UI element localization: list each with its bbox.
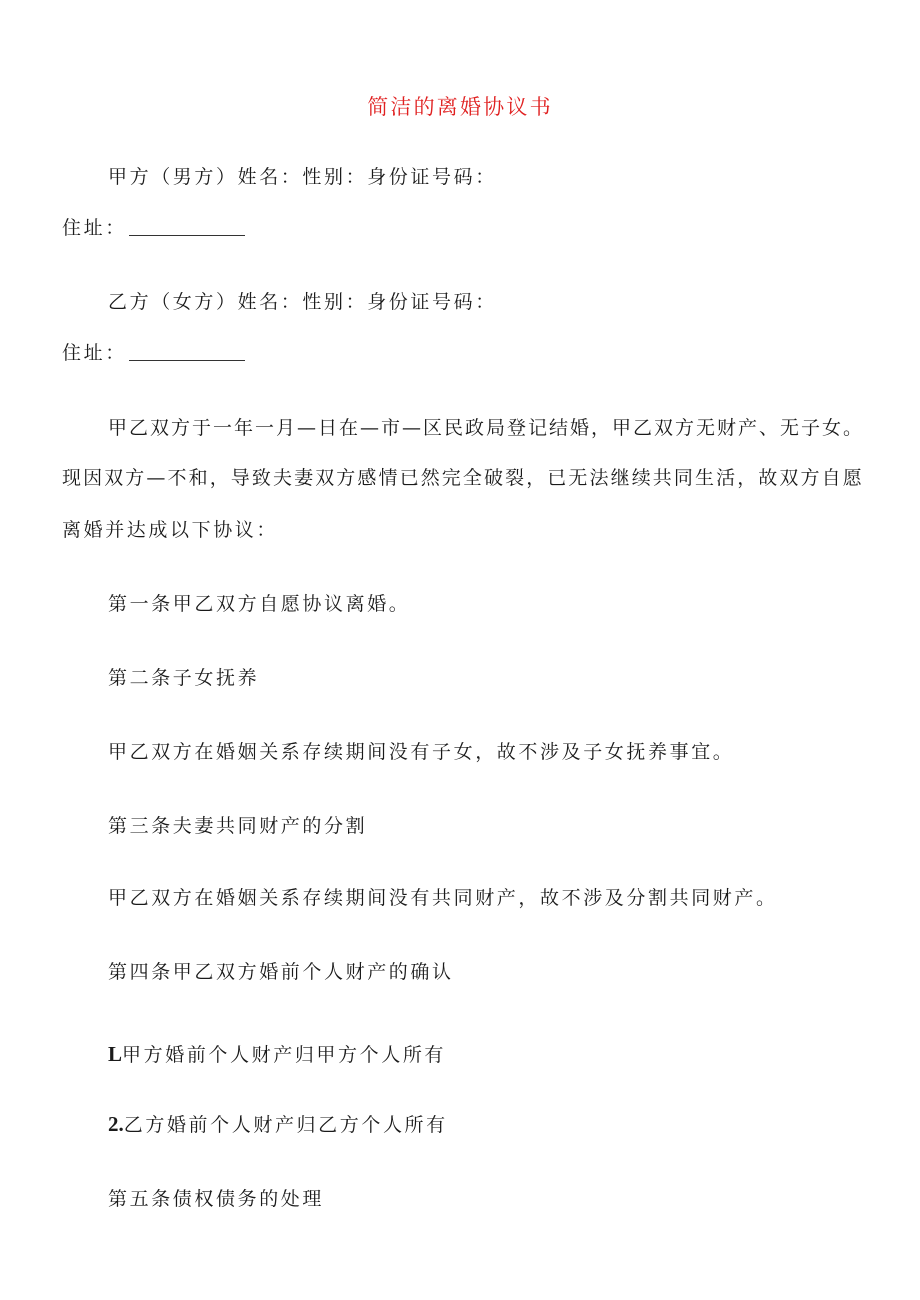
party-a-intro: 甲方（男方）姓名：性别：身份证号码： (108, 166, 497, 188)
article-2-heading: 第二条子女抚养 (108, 667, 260, 689)
party-a-address-blank (129, 217, 245, 236)
preamble-line-3: 离婚并达成以下协议： (62, 519, 279, 541)
article-5-heading: 第五条债权债务的处理 (108, 1188, 325, 1210)
party-b-intro: 乙方（女方）姓名：性别：身份证号码： (108, 291, 497, 313)
list-item-text: 甲方婚前个人财产归甲方个人所有 (122, 1044, 447, 1066)
article-4-item-1 (108, 1042, 446, 1067)
party-b-address-blank (129, 342, 245, 361)
party-a-address (62, 216, 245, 240)
preamble-line-2: 现因双方—不和，导致夫妻双方感情已然完全破裂，已无法继续共同生活，故双方自愿 (62, 467, 864, 489)
document-title: 简洁的离婚协议书 (367, 95, 553, 119)
article-2-body: 甲乙双方在婚姻关系存续期间没有子女，故不涉及子女抚养事宜。 (108, 741, 735, 763)
preamble-line-1: 甲乙双方于一年一月—日在—市—区民政局登记结婚，甲乙双方无财产、无子女。 (108, 417, 865, 439)
list-number: 2. (108, 1112, 124, 1136)
list-item-text: 乙方婚前个人财产归乙方个人所有 (123, 1114, 448, 1136)
party-b-address (62, 341, 245, 365)
list-number: L (108, 1042, 123, 1066)
party-b-address-label: 住址： (62, 342, 127, 364)
article-3-body: 甲乙双方在婚姻关系存续期间没有共同财产，故不涉及分割共同财产。 (108, 887, 778, 909)
article-4-heading: 第四条甲乙双方婚前个人财产的确认 (108, 961, 454, 983)
article-4-item-2 (108, 1112, 448, 1137)
party-a-address-label: 住址： (62, 217, 127, 239)
article-3-heading: 第三条夫妻共同财产的分割 (108, 815, 368, 837)
article-1: 第一条甲乙双方自愿协议离婚。 (108, 593, 411, 615)
